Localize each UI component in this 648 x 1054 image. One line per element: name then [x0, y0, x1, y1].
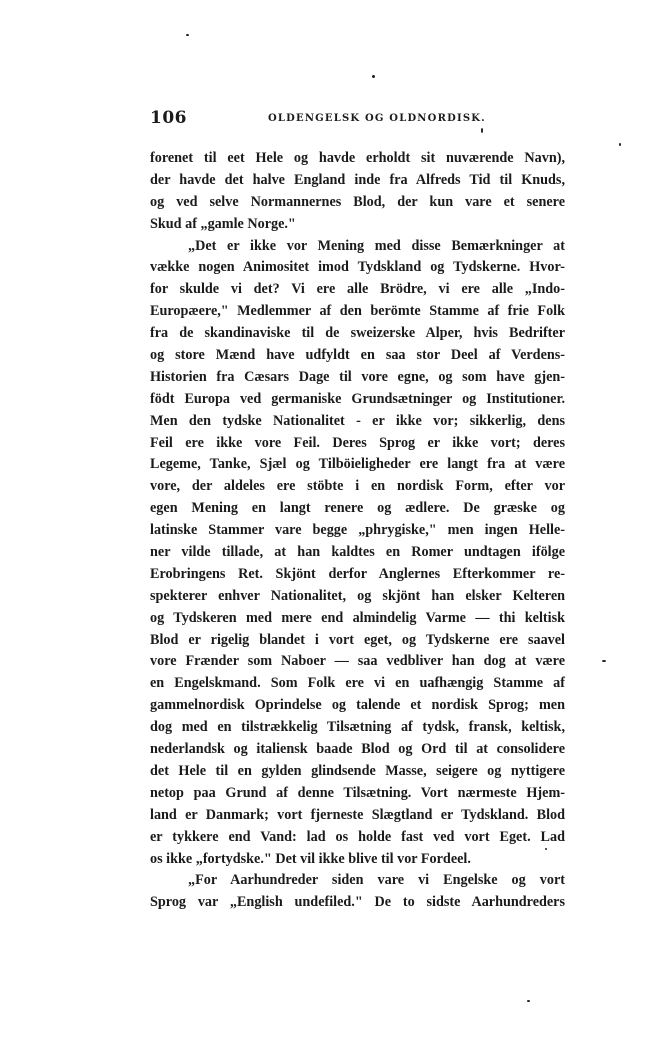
text-line: gammelnordisk Oprindelse og talende et nordisk Sprog; men	[150, 697, 565, 714]
text-line: Skud af „gamle Norge."	[150, 215, 296, 232]
text-line: Erobringens Ret. Skjönt derfor Anglernes Efterkommer re-	[150, 565, 565, 582]
text-line: for skulde vi det? Vi ere alle Brödre, vi ere alle „Indo-	[150, 281, 565, 298]
text-line: „For Aarhundreder siden vare vi Engelske og vort	[188, 872, 565, 889]
body-text	[150, 148, 565, 914]
text-line: Feil ere ikke vore Feil. Deres Sprog er ikke vort; deres	[150, 434, 565, 451]
text-line: fra de skandinaviske til de sweizerske Alper, hvis Bedrifter	[150, 325, 565, 342]
text-line: forenet til eet Hele og havde erholdt sit nuværende Navn),	[150, 150, 565, 166]
text-line: nederlandsk og italiensk baade Blod og Ord til at consolidere	[150, 741, 565, 758]
page-number: 106	[150, 108, 187, 128]
text-line: latinske Stammer vare begge „phrygiske," men ingen Helle-	[150, 522, 565, 539]
text-line: Sprog var „English undefiled." De to sidste Aarhundreders	[150, 894, 565, 911]
text-line: netop paa Grund af denne Tilsætning. Vort nærmeste Hjem-	[150, 784, 565, 801]
text-line: og store Mænd have udfyldt en saa stor Deel af Verdens-	[150, 347, 565, 364]
text-line: Historien fra Cæsars Dage til vore egne, og som have gjen-	[150, 368, 565, 385]
text-line: vore, der aldeles ere stöbte i en nordisk Form, efter vor	[150, 478, 565, 495]
text-line: Blod er rigelig blandet i vort eget, og Tydskerne ere saavel	[150, 631, 565, 648]
text-line: er tykkere end Vand: lad os holde fast ved vort Eget. Lad	[150, 828, 565, 845]
page-header	[150, 108, 570, 132]
text-line: egen Mening en langt renere og ædlere. De græske og	[150, 500, 565, 517]
running-title: OLDENGELSK OG OLDNORDISK.	[268, 113, 486, 124]
text-line: ner vilde tillade, at han kaldtes en Romer undtagen ifölge	[150, 544, 565, 561]
text-line: „Det er ikke vor Mening med disse Bemærkninger at	[188, 237, 565, 254]
text-line: födt Europa ved germaniske Grundsætninger og Institutioner.	[150, 390, 565, 407]
text-line: og ved selve Normannernes Blod, der kun vare et senere	[150, 193, 565, 210]
text-line: det Hele til en gylden glindsende Masse, seigere og nyttigere	[150, 762, 565, 779]
text-line: og Tydskeren med mere end almindelig Varme — thi keltisk	[150, 609, 565, 626]
text-line: land er Danmark; vort fjerneste Slægtland er Tydskland. Blod	[150, 806, 565, 823]
text-line: Men den tydske Nationalitet - er ikke vor; sikkerlig, dens	[150, 412, 565, 429]
text-line: dog med en tilstrækkelig Tilsætning af tydsk, fransk, keltisk,	[150, 719, 565, 736]
text-line: os ikke „fortydske." Det vil ikke blive til vor Fordeel.	[150, 850, 471, 867]
text-line: spekterer enhver Nationalitet, og skjönt han elsker Kelteren	[150, 587, 565, 604]
text-line: vække nogen Animositet imod Tydskland og Tydskerne. Hvor-	[150, 259, 565, 276]
text-line: Legeme, Tanke, Sjæl og Tilböieligheder ere langt fra at være	[150, 456, 565, 473]
text-line: der havde det halve England inde fra Alfreds Tid til Knuds,	[150, 171, 565, 188]
text-line: vore Frænder som Naboer — saa vedbliver han dog at være	[150, 653, 565, 670]
text-line: Europæere," Medlemmer af den berömte Stamme af frie Folk	[150, 303, 565, 320]
text-line: en Engelskmand. Som Folk ere vi en uafhængig Stamme af	[150, 675, 565, 692]
